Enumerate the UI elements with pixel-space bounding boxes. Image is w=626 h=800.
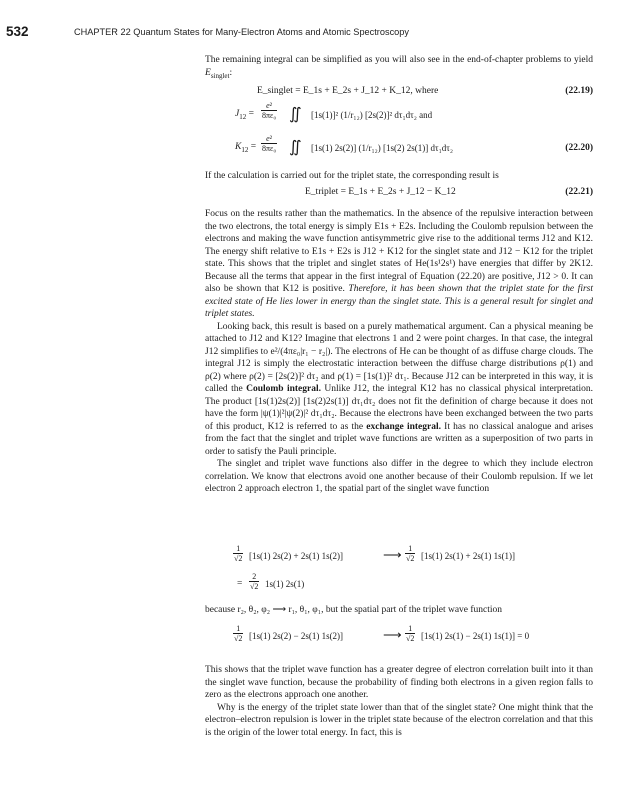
singlet-result: 1s(1) 2s(1) [265,579,305,589]
singlet-rhs: [1s(1) 2s(1) + 2s(1) 1s(1)] [421,551,516,561]
triplet-rhs: [1s(1) 2s(1) − 2s(1) 1s(1)] = 0 [421,631,530,641]
paragraph-5: Why is the energy of the triplet state lower than that of the singlet state? One might think that the electron–electron repulsion is lower in the triplet state because of the electron correlation and that this is the origin of the lower total energy. In fact, this is [205,702,593,738]
equation-22-21-text: E_triplet = E_1s + E_2s + J_12 − K_12 [305,187,456,197]
paragraph-2: Looking back, this result is based on a purely mathematical argument. Can a physical meaning be attached to J12 and K12? Imagine that electrons 1 and 2 were point charges. In that case, the integral J12 simplifies to e²/(4πε₀|r₁ − r₂|). The electrons of He can be thought of as diffuse charge clouds. The integral J12 is simply the electrostatic interaction between the diffuse charge distributions ρ(1) and ρ(2) where ρ(2) = [2s(2)]² dτ₂ and ρ(1) = [1s(1)]² dτ₁. Because J12 can be interpreted in this way, it is called the Coulomb integral. Unlike J12, the integral K12 has no classical physical interpretation. The product [1s(1)2s(2)] [1s(2)2s(1)] dτ₁dτ₂ does not fit the definition of charge because it does not have the form |ψ(1)|²|ψ(2)|² dτ₁dτ₂. Because the electrons have been exchanged between the two parts of this product, K12 is referred to as the exchange integral. It has no classical analogue and arises from the fact that the singlet and triplet wave functions are written as a superposition of two parts in order to satisfy the Pauli principle. [205,321,594,457]
equation-22-19-text: E_singlet = E_1s + E_2s + J_12 + K_12, where [257,86,439,96]
equation-triplet-limit: $\frac{1}{√2}$ [1s(1) 2s(2) − 2s(1) 1s(2)] ⟶ $\frac{1}{√2}$ [1s(1) 2s(1) − 2s(1) 1s(1)] = 0 [234,624,530,643]
equation-22-19 [205,86,593,100]
because-line: because r₂, θ₂, φ₂ ⟶ r₁, θ₁, φ₁, but the spatial part of the triplet wave function [205,605,503,615]
exchange-integral-term: exchange integral. [366,421,441,432]
triplet-lhs: [1s(1) 2s(2) − 2s(1) 1s(2)] [249,631,344,641]
singlet-lhs: [1s(1) 2s(2) + 2s(1) 1s(2)] [249,551,344,561]
paragraph-3: The singlet and triplet wave functions also differ in the degree to which they include electron correlation. We know that electrons avoid one another because of their Coulomb repulsion. If we let electron 2 approach electron 1, the spatial part of the singlet wave function [205,459,593,494]
equation-singlet-result: = $\frac{2}{√2}$ 1s(1) 2s(1) [237,572,305,591]
equation-22-21-number: (22.21) [565,187,593,197]
equation-22-21 [205,187,593,201]
coulomb-integral-term: Coulomb integral. [246,384,322,394]
page-number: 532 [6,24,29,39]
equation-22-19-number: (22.19) [565,86,593,96]
closing-text [205,664,593,739]
j12-integrand: [1s(1)]² (1/r₁₂) [2s(2)]² dτ₁dτ₂ and [311,110,433,120]
equation-singlet-limit: $\frac{1}{√2}$ [1s(1) 2s(2) + 2s(1) 1s(2)] ⟶ $\frac{1}{√2}$ [1s(1) 2s(1) + 2s(1) 1s(1)] [234,544,516,563]
page-header [6,24,606,42]
equation-22-20-number: (22.20) [565,143,593,153]
running-title: CHAPTER 22 Quantum States for Many-Electron Atoms and Atomic Spectroscopy [74,27,409,37]
k12-integrand: [1s(1) 2s(2)] (1/r₁₂) [1s(2) 2s(1)] dτ₁dτ₂ [311,143,454,153]
intro-text: The remaining integral can be simplified as you will also see in the end-of-chapter problems to yield $E_{singlet}$: [205,55,593,80]
equation-j12: $J_{12}$ = $\frac{\text{e²}}{\text{8πε₀}}$ ∬ [1s(1)]² (1/r₁₂) [2s(2)]² dτ₁dτ₂ and [235,101,433,123]
triplet-intro: If the calculation is carried out for the triplet state, the corresponding result is [205,171,499,181]
paragraph-4: This shows that the triplet wave function has a greater degree of electron correlation built into it than the singlet wave function, because the probability of finding both electrons in a given region falls to zero as the electrons approach one another. [205,665,593,700]
body-text [205,208,593,496]
italic-conclusion: Therefore, it has been shown that the triplet state for the first excited state of He lies lower in energy than the singlet state. This is a general result for singlet and triplet states. [205,284,593,319]
equation-k12: $K_{12}$ = $\frac{\text{e²}}{\text{8πε₀}}$ ∬ [1s(1) 2s(2)] (1/r₁₂) [1s(2) 2s(1)] dτ₁dτ₂ (22.20) [235,134,593,156]
paragraph-1: Focus on the results rather than the mathematics. In the absence of the repulsive interaction between the two electrons, the total energy is simply E1s + E2s. Including the Coulomb repulsion between the electrons and making the wave function antisymmetric give rise to the additional terms J12 and K12. The energy shift relative to E1s + E2s is J12 + K12 for the singlet state and J12 − K12 for the triplet state. This shows that the triplet and singlet states of He(1s¹2s¹) have energies that differ by 2K12. Because all the terms that appear in the first integral of Equation (22.20) are positive, J12 > 0. It can also be shown that K12 is positive. Therefore, it has been shown that the triplet state for the first excited state of He lies lower in energy than the singlet state. This is a general result for singlet and triplet states. [205,209,593,319]
